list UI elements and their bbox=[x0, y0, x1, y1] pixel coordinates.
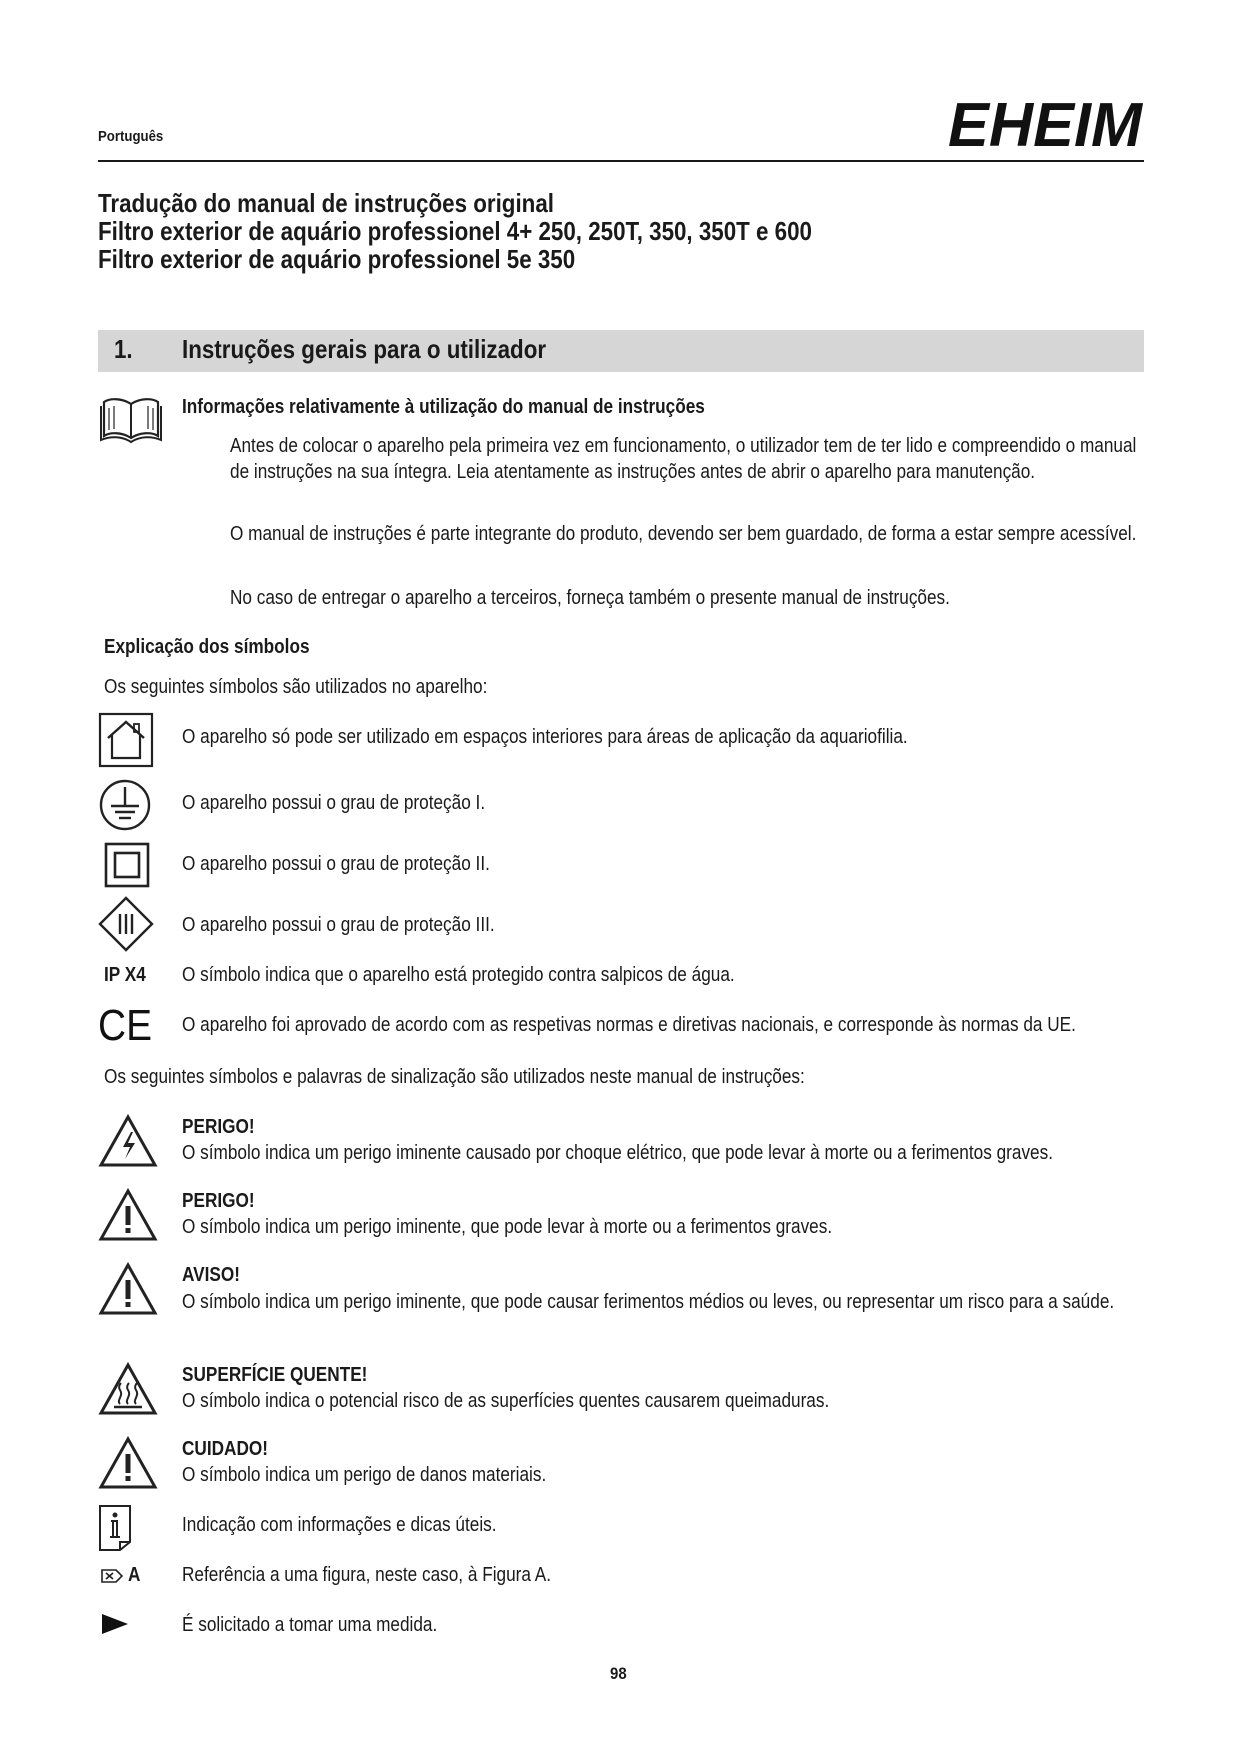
hazard-title-danger: PERIGO! bbox=[182, 1190, 255, 1212]
manual-info-paragraph-3: No caso de entregar o aparelho a terceiros, forneça também o presente manual de instruções. bbox=[230, 587, 950, 609]
figure-reference-icon bbox=[100, 1568, 124, 1584]
ip-x4-text: O símbolo indica que o aparelho está protegido contra salpicos de água. bbox=[182, 964, 735, 986]
symbols-heading: Explicação dos símbolos bbox=[104, 636, 310, 658]
hazard-title-caution: CUIDADO! bbox=[182, 1438, 268, 1460]
hazard-title-electric: PERIGO! bbox=[182, 1116, 255, 1138]
symbols-intro-manual: Os seguintes símbolos e palavras de sinalização são utilizados neste manual de instruções: bbox=[104, 1066, 805, 1088]
protection-class-1-text: O aparelho possui o grau de proteção I. bbox=[182, 792, 486, 814]
protection-class-2-text: O aparelho possui o grau de proteção II. bbox=[182, 853, 490, 875]
electric-hazard-icon bbox=[98, 1114, 158, 1168]
protection-class-3-icon bbox=[98, 896, 154, 952]
warning-icon bbox=[98, 1262, 158, 1316]
indoor-use-text: O aparelho só pode ser utilizado em espaços interiores para áreas de aplicação da aquariofilia. bbox=[182, 726, 908, 748]
book-icon bbox=[100, 396, 162, 444]
header-rule bbox=[98, 160, 1144, 162]
svg-text:CE: CE bbox=[98, 1004, 152, 1044]
section-title: Instruções gerais para o utilizador bbox=[182, 334, 547, 364]
hazard-text-electric: O símbolo indica um perigo iminente causado por choque elétrico, que pode levar à morte ou a ferimentos graves. bbox=[182, 1142, 1054, 1164]
figure-reference-text: Referência a uma figura, neste caso, à Figura A. bbox=[182, 1564, 552, 1586]
info-note-icon bbox=[98, 1504, 132, 1552]
figure-reference-label: A bbox=[128, 1564, 141, 1586]
doc-subtitle-2: Filtro exterior de aquário professionel 5e 350 bbox=[98, 244, 576, 274]
protection-class-3-text: O aparelho possui o grau de proteção III. bbox=[182, 914, 495, 936]
caution-icon bbox=[98, 1436, 158, 1490]
svg-text:EHEIM: EHEIM bbox=[948, 96, 1144, 152]
hot-surface-icon bbox=[98, 1362, 158, 1416]
hazard-text-danger: O símbolo indica um perigo iminente, que pode levar à morte ou a ferimentos graves. bbox=[182, 1216, 833, 1238]
ip-x4-label: IP X4 bbox=[104, 964, 146, 986]
manual-info-heading: Informações relativamente à utilização do manual de instruções bbox=[182, 396, 705, 418]
eheim-logo bbox=[948, 96, 1144, 152]
language-label: Português bbox=[98, 128, 164, 145]
doc-title: Tradução do manual de instruções original bbox=[98, 188, 555, 218]
page-number: 98 bbox=[610, 1664, 627, 1683]
ce-mark-icon bbox=[98, 1004, 154, 1044]
hazard-title-hot-surface: SUPERFÍCIE QUENTE! bbox=[182, 1364, 368, 1386]
doc-subtitle-1: Filtro exterior de aquário professionel 4+ 250, 250T, 350, 350T e 600 bbox=[98, 216, 813, 246]
hazard-title-warning: AVISO! bbox=[182, 1264, 240, 1286]
action-text: É solicitado a tomar uma medida. bbox=[182, 1614, 438, 1636]
section-number: 1. bbox=[114, 334, 133, 364]
manual-info-paragraph-2: O manual de instruções é parte integrante do produto, devendo ser bem guardado, de forma a estar sempre acessível. bbox=[230, 523, 1137, 545]
ce-mark-text: O aparelho foi aprovado de acordo com as respetivas normas e diretivas nacionais, e corresponde às normas da UE. bbox=[182, 1014, 1076, 1036]
symbols-intro-device: Os seguintes símbolos são utilizados no aparelho: bbox=[104, 676, 488, 698]
danger-warning-icon bbox=[98, 1188, 158, 1242]
hazard-text-hot-surface: O símbolo indica o potencial risco de as superfícies quentes causarem queimaduras. bbox=[182, 1390, 830, 1412]
manual-info-paragraph-1: Antes de colocar o aparelho pela primeira vez em funcionamento, o utilizador tem de ter lido e compreendido o manual de instruções na sua íntegra. Leia atentamente as instruções antes de abrir o aparelho para manutenção. bbox=[230, 435, 1137, 483]
hazard-text-warning: O símbolo indica um perigo iminente, que pode causar ferimentos médios ou leves, ou representar um risco para a saúde. bbox=[182, 1291, 1115, 1313]
protection-class-2-icon bbox=[104, 842, 150, 888]
protection-class-1-icon bbox=[98, 778, 152, 832]
indoor-use-icon bbox=[98, 712, 154, 768]
hazard-text-caution: O símbolo indica um perigo de danos materiais. bbox=[182, 1464, 547, 1486]
info-note-text: Indicação com informações e dicas úteis. bbox=[182, 1514, 497, 1536]
action-arrow-icon bbox=[102, 1614, 128, 1634]
